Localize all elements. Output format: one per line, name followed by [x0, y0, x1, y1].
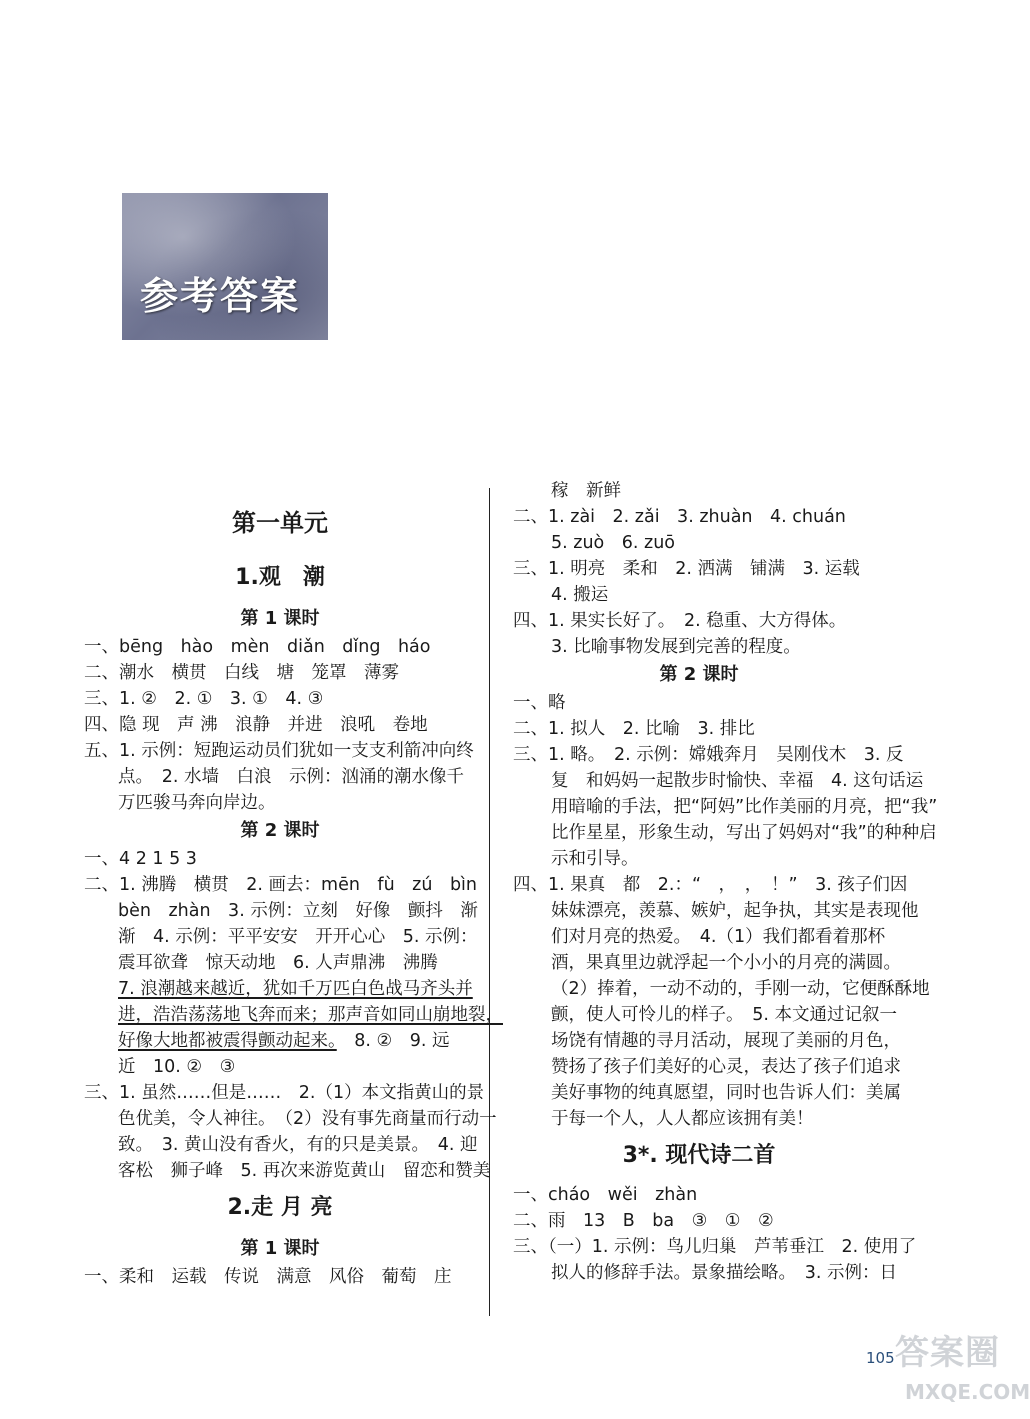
right-column: [513, 478, 938, 1286]
answer-line: 稼 新鲜: [551, 481, 621, 501]
answer-line: [84, 1028, 476, 1054]
answer-line: 拟人的修辞手法。景象描绘略。 3. 示例：日: [551, 1263, 898, 1283]
lesson-3-title: 3*. 现代诗二首: [622, 1143, 776, 1168]
answer-line: 用暗喻的手法，把“阿妈”比作美丽的月亮，把“我”: [551, 797, 938, 817]
unit-title: 第一单元: [232, 509, 328, 537]
answer-line: 5. zuò 6. zuō: [551, 533, 675, 553]
answer-line: 二、1. 沸腾 横贯 2. 画去：mēn fù zú bìn: [84, 875, 478, 895]
left-column: [84, 478, 503, 1290]
lesson-1-title: 1.观 潮: [235, 565, 325, 590]
answer-line: 点。 2. 水墙 白浪 示例：汹涌的潮水像千: [118, 767, 465, 787]
answer-line: 一、bēng hào mèn diǎn dǐng háo: [84, 637, 431, 657]
answer-line-underlined: [84, 1002, 503, 1028]
answer-line: 妹妹漂亮，羡慕、嫉妒，起争执，其实是表现他: [551, 901, 919, 921]
answer-line: 3. 比喻事物发展到完善的程度。: [551, 637, 801, 657]
watermark-logo: 答案圈: [895, 1333, 1000, 1373]
answer-line: 于每一个人，人人都应该拥有美！: [551, 1109, 814, 1129]
answer-line: 一、柔和 运载 传说 满意 风俗 葡萄 庄: [84, 1267, 452, 1287]
underlined-text: 好像大地都被震得颤动起来。: [118, 1031, 337, 1051]
answer-line: 万匹骏马奔向岸边。: [118, 793, 276, 813]
answer-text: 8. ② 9. 远: [336, 1031, 450, 1051]
lesson-1-session-2: 第 2 课时: [240, 820, 320, 841]
answer-line: 五、1. 示例：短跑运动员们犹如一支支利箭冲向终: [84, 741, 474, 761]
underlined-text: 7. 浪潮越来越近，犹如千万匹白色战马齐头并: [118, 979, 473, 999]
answer-line: 三、（一）1. 示例：鸟儿归巢 芦苇垂江 2. 使用了: [513, 1237, 917, 1257]
watermark-url: MXQE.COM: [905, 1380, 1030, 1404]
answer-line: 一、略: [513, 693, 566, 713]
lesson-2-session-2: 第 2 课时: [659, 664, 739, 685]
answer-key-banner: [122, 193, 328, 340]
answer-line: 示和引导。: [551, 849, 639, 869]
answer-line: 三、1. ② 2. ① 3. ① 4. ③: [84, 689, 324, 709]
banner-title: 参考答案: [140, 274, 301, 318]
column-divider: [489, 488, 490, 1316]
lesson-1-session-1: 第 1 课时: [240, 608, 320, 629]
answer-line: 近 10. ② ③: [118, 1057, 236, 1077]
answer-line: 四、1. 果真 都 2.：“ ， ， ！” 3. 孩子们因: [513, 875, 908, 895]
answer-line: 渐 4. 示例：平平安安 开开心心 5. 示例：: [118, 927, 478, 947]
answer-line: 三、1. 虽然……但是…… 2.（1）本文指黄山的景: [84, 1083, 485, 1103]
answer-line: 比作星星，形象生动，写出了妈妈对“我”的种种启: [551, 823, 937, 843]
answer-line: 颤，使人可怜儿的样子。 5. 本文通过记叙一: [551, 1005, 898, 1025]
answer-line: 一、4 2 1 5 3: [84, 849, 197, 869]
answer-line: 4. 搬运: [551, 585, 609, 605]
answer-line: 四、1. 果实长好了。 2. 稳重、大方得体。: [513, 611, 847, 631]
answer-line: 三、1. 略。 2. 示例：嫦娥奔月 吴刚伐木 3. 反: [513, 745, 904, 765]
lesson-2-session-1: 第 1 课时: [240, 1238, 320, 1259]
answer-line: 场饶有情趣的寻月活动，展现了美丽的月色，: [551, 1031, 901, 1051]
answer-line: 客松 狮子峰 5. 再次来游览黄山 留恋和赞美: [118, 1161, 491, 1181]
answer-line: 二、潮水 横贯 白线 塘 笼罩 薄雾: [84, 663, 399, 683]
answer-line: （2）捧着，一动不动的，手刚一动，它便酥酥地: [551, 979, 930, 999]
answer-line: 酒，果真里边就浮起一个小小的月亮的满圆。: [551, 953, 901, 973]
answer-line: 四、隐 现 声 沸 浪静 并进 浪吼 卷地: [84, 715, 428, 735]
answer-line: 三、1. 明亮 柔和 2. 洒满 铺满 3. 运载: [513, 559, 860, 579]
answer-line: 美好事物的纯真愿望，同时也告诉人们：美属: [551, 1083, 901, 1103]
answer-line-underlined: [84, 976, 476, 1002]
answer-line: 二、1. zài 2. zǎi 3. zhuàn 4. chuán: [513, 507, 846, 527]
answer-line: 震耳欲聋 惊天动地 6. 人声鼎沸 沸腾: [118, 953, 438, 973]
underlined-text: 进，浩浩荡荡地飞奔而来；那声音如同山崩地裂，: [118, 1005, 503, 1025]
answer-line: 赞扬了孩子们美好的心灵，表达了孩子们追求: [551, 1057, 901, 1077]
answer-line: 二、1. 拟人 2. 比喻 3. 排比: [513, 719, 755, 739]
answer-line: 复 和妈妈一起散步时愉快、幸福 4. 这句话运: [551, 771, 924, 791]
answer-line: 色优美，令人神往。 （2）没有事先商量而行动一: [118, 1109, 497, 1129]
answer-line: 二、雨 13 B ba ③ ① ②: [513, 1211, 774, 1231]
lesson-2-title: 2.走 月 亮: [227, 1195, 333, 1220]
answer-line: 们对月亮的热爱。 4.（1）我们都看着那杯: [551, 927, 886, 947]
page-number: 105: [866, 1349, 895, 1367]
answer-line: 致。 3. 黄山没有香火，有的只是美景。 4. 迎: [118, 1135, 478, 1155]
answer-line: bèn zhàn 3. 示例：立刻 好像 颤抖 渐: [118, 901, 478, 921]
answer-line: 一、cháo wěi zhàn: [513, 1185, 698, 1205]
